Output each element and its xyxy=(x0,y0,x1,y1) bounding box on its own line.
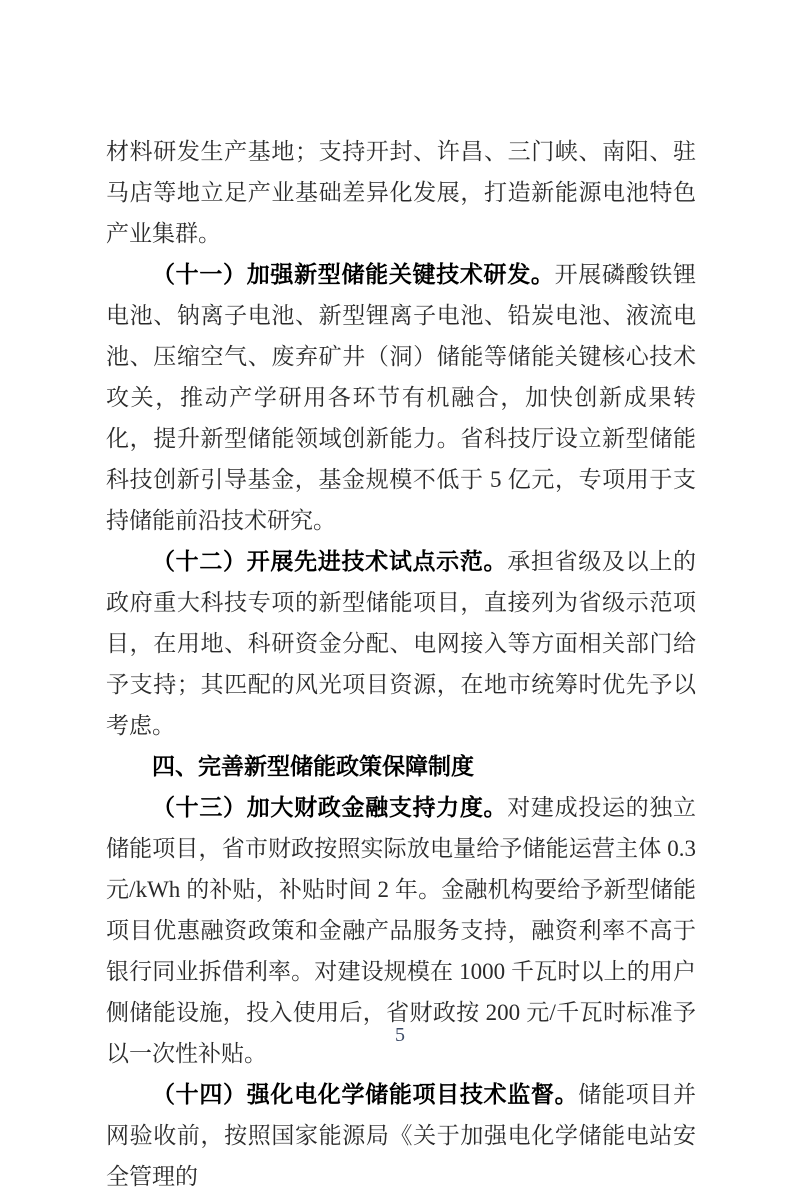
paragraph-item-14 xyxy=(106,1074,696,1197)
paragraph-item-12 xyxy=(106,541,696,746)
section-heading-text: 四、完善新型储能政策保障制度 xyxy=(152,753,474,779)
paragraph-text: 储能项目并网验收前，按照国家能源局《关于加强电化学储能电站安全管理的 xyxy=(106,1082,697,1189)
section-heading xyxy=(106,746,696,787)
paragraph-lead: （十二）开展先进技术试点示范。 xyxy=(152,548,508,574)
page-number: 5 xyxy=(395,1024,405,1046)
paragraph-lead: （十三）加大财政金融支持力度。 xyxy=(152,794,508,820)
paragraph-text: 材料研发生产基地；支持开封、许昌、三门峡、南阳、驻马店等地立足产业基础差异化发展，打造新能源电池特色产业集群。 xyxy=(106,139,696,246)
paragraph-text: 开展磷酸铁锂电池、钠离子电池、新型锂离子电池、铅炭电池、液流电池、压缩空气、废弃矿井（洞）储能等储能关键核心技术攻关，推动产学研用各环节有机融合，加快创新成果转化，提升新型储能领域创新能力。省科技厅设立新型储能科技创新引导基金，基金规模不低于 5 亿元，专项用于支持储能前沿技术研究。 xyxy=(106,262,697,533)
paragraph-continuation xyxy=(106,131,696,254)
paragraph-text: 对建成投运的独立储能项目，省市财政按照实际放电量给予储能运营主体 0.3 元/kWh 的补贴，补贴时间 2 年。金融机构要给予新型储能项目优惠融资政策和金融产品服务支持，融资利率不高于银行同业拆借利率。对建设规模在 1000 千瓦时以上的用户侧储能设施，投入使用后，省财政按 200 元/千瓦时标准予以一次性补贴。 xyxy=(106,795,697,1066)
paragraph-lead: （十一）加强新型储能关键技术研发。 xyxy=(152,261,555,287)
paragraph-lead: （十四）强化电化学储能项目技术监督。 xyxy=(152,1081,579,1107)
paragraph-item-11 xyxy=(106,254,696,541)
paragraph-text: 承担省级及以上的政府重大科技专项的新型储能项目，直接列为省级示范项目，在用地、科研资金分配、电网接入等方面相关部门给予支持；其匹配的风光项目资源，在地市统筹时优先予以考虑。 xyxy=(106,549,697,738)
